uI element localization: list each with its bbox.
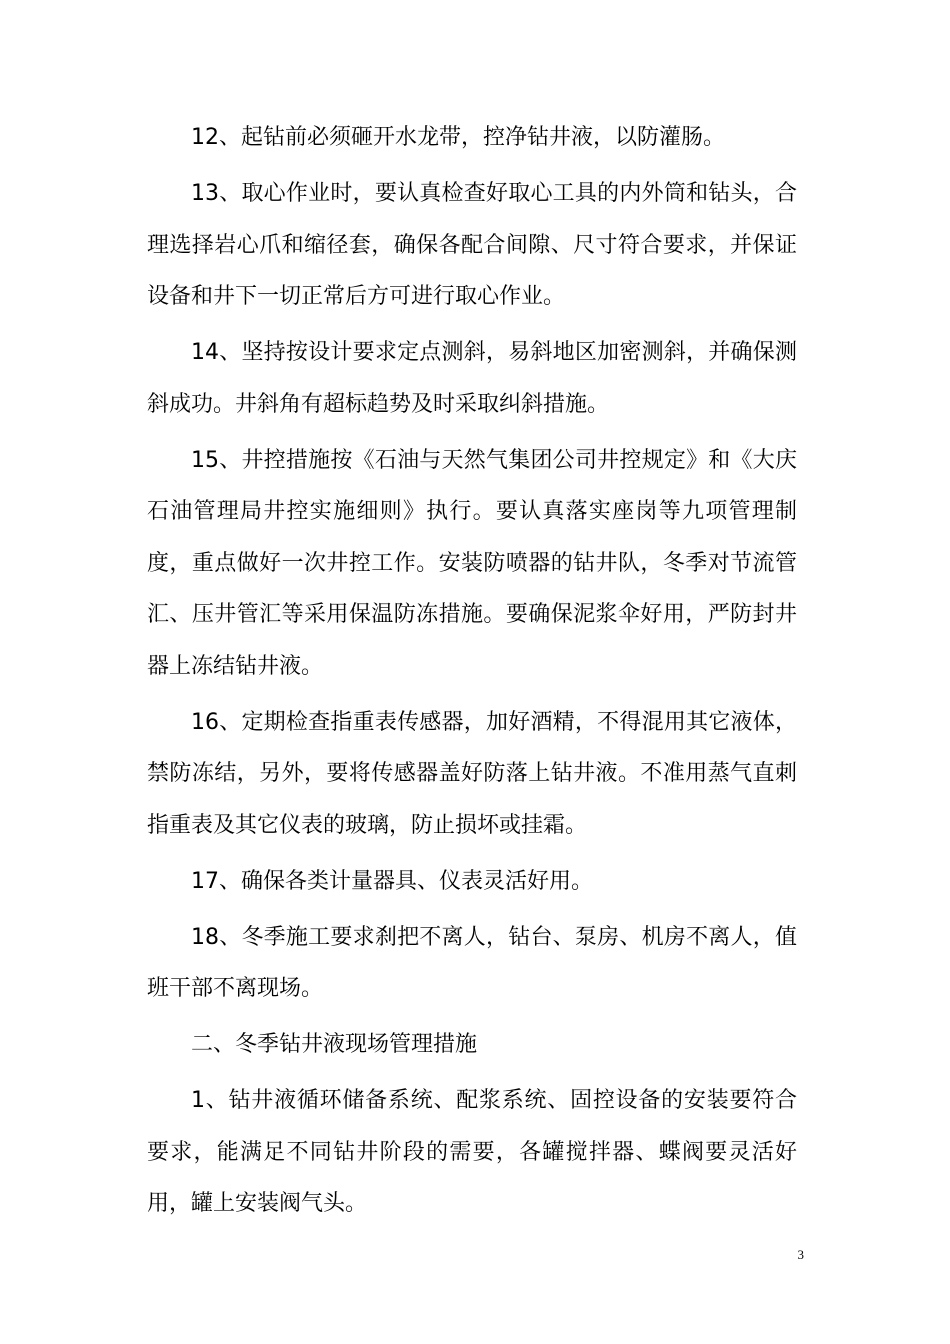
paragraph-item-17: 17、确保各类计量器具、仪表灵活好用。 <box>191 868 593 894</box>
document-body <box>147 112 797 1234</box>
paragraph-item-18: 18、冬季施工要求刹把不离人，钻台、泵房、机房不离人，值班干部不离现场。 <box>147 924 797 1001</box>
section-heading: 二、冬季钻井液现场管理措施 <box>191 1032 478 1057</box>
paragraph-item-15: 15、井控措施按《石油与天然气集团公司井控规定》和《大庆石油管理局井控实施细则》执行。要认真落实座岗等九项管理制度，重点做好一次井控工作。安装防喷器的钻井队，冬季对节流管汇、压井管汇等采用保温防冻措施。要确保泥浆伞好用，严防封井器上冻结钻井液。 <box>147 447 797 679</box>
paragraph-item-1: 1、钻井液循环储备系统、配浆系统、固控设备的安装要符合要求，能满足不同钻井阶段的需要，各罐搅拌器、蝶阀要灵活好用，罐上安装阀气头。 <box>147 1088 797 1216</box>
page-number: 3 <box>797 1247 804 1262</box>
paragraph-item-16: 16、定期检查指重表传感器，加好酒精，不得混用其它液体，禁防冻结，另外，要将传感器盖好防落上钻井液。不准用蒸气直刺指重表及其它仪表的玻璃，防止损坏或挂霜。 <box>147 709 797 838</box>
paragraph-item-12: 12、起钻前必须砸开水龙带，控净钻井液，以防灌肠。 <box>191 125 725 150</box>
paragraph-item-13: 13、取心作业时，要认真检查好取心工具的内外筒和钻头，合理选择岩心爪和缩径套，确保各配合间隙、尺寸符合要求，并保证设备和井下一切正常后方可进行取心作业。 <box>147 181 797 309</box>
paragraph-item-14: 14、坚持按设计要求定点测斜，易斜地区加密测斜，并确保测斜成功。井斜角有超标趋势及时采取纠斜措施。 <box>147 340 797 417</box>
